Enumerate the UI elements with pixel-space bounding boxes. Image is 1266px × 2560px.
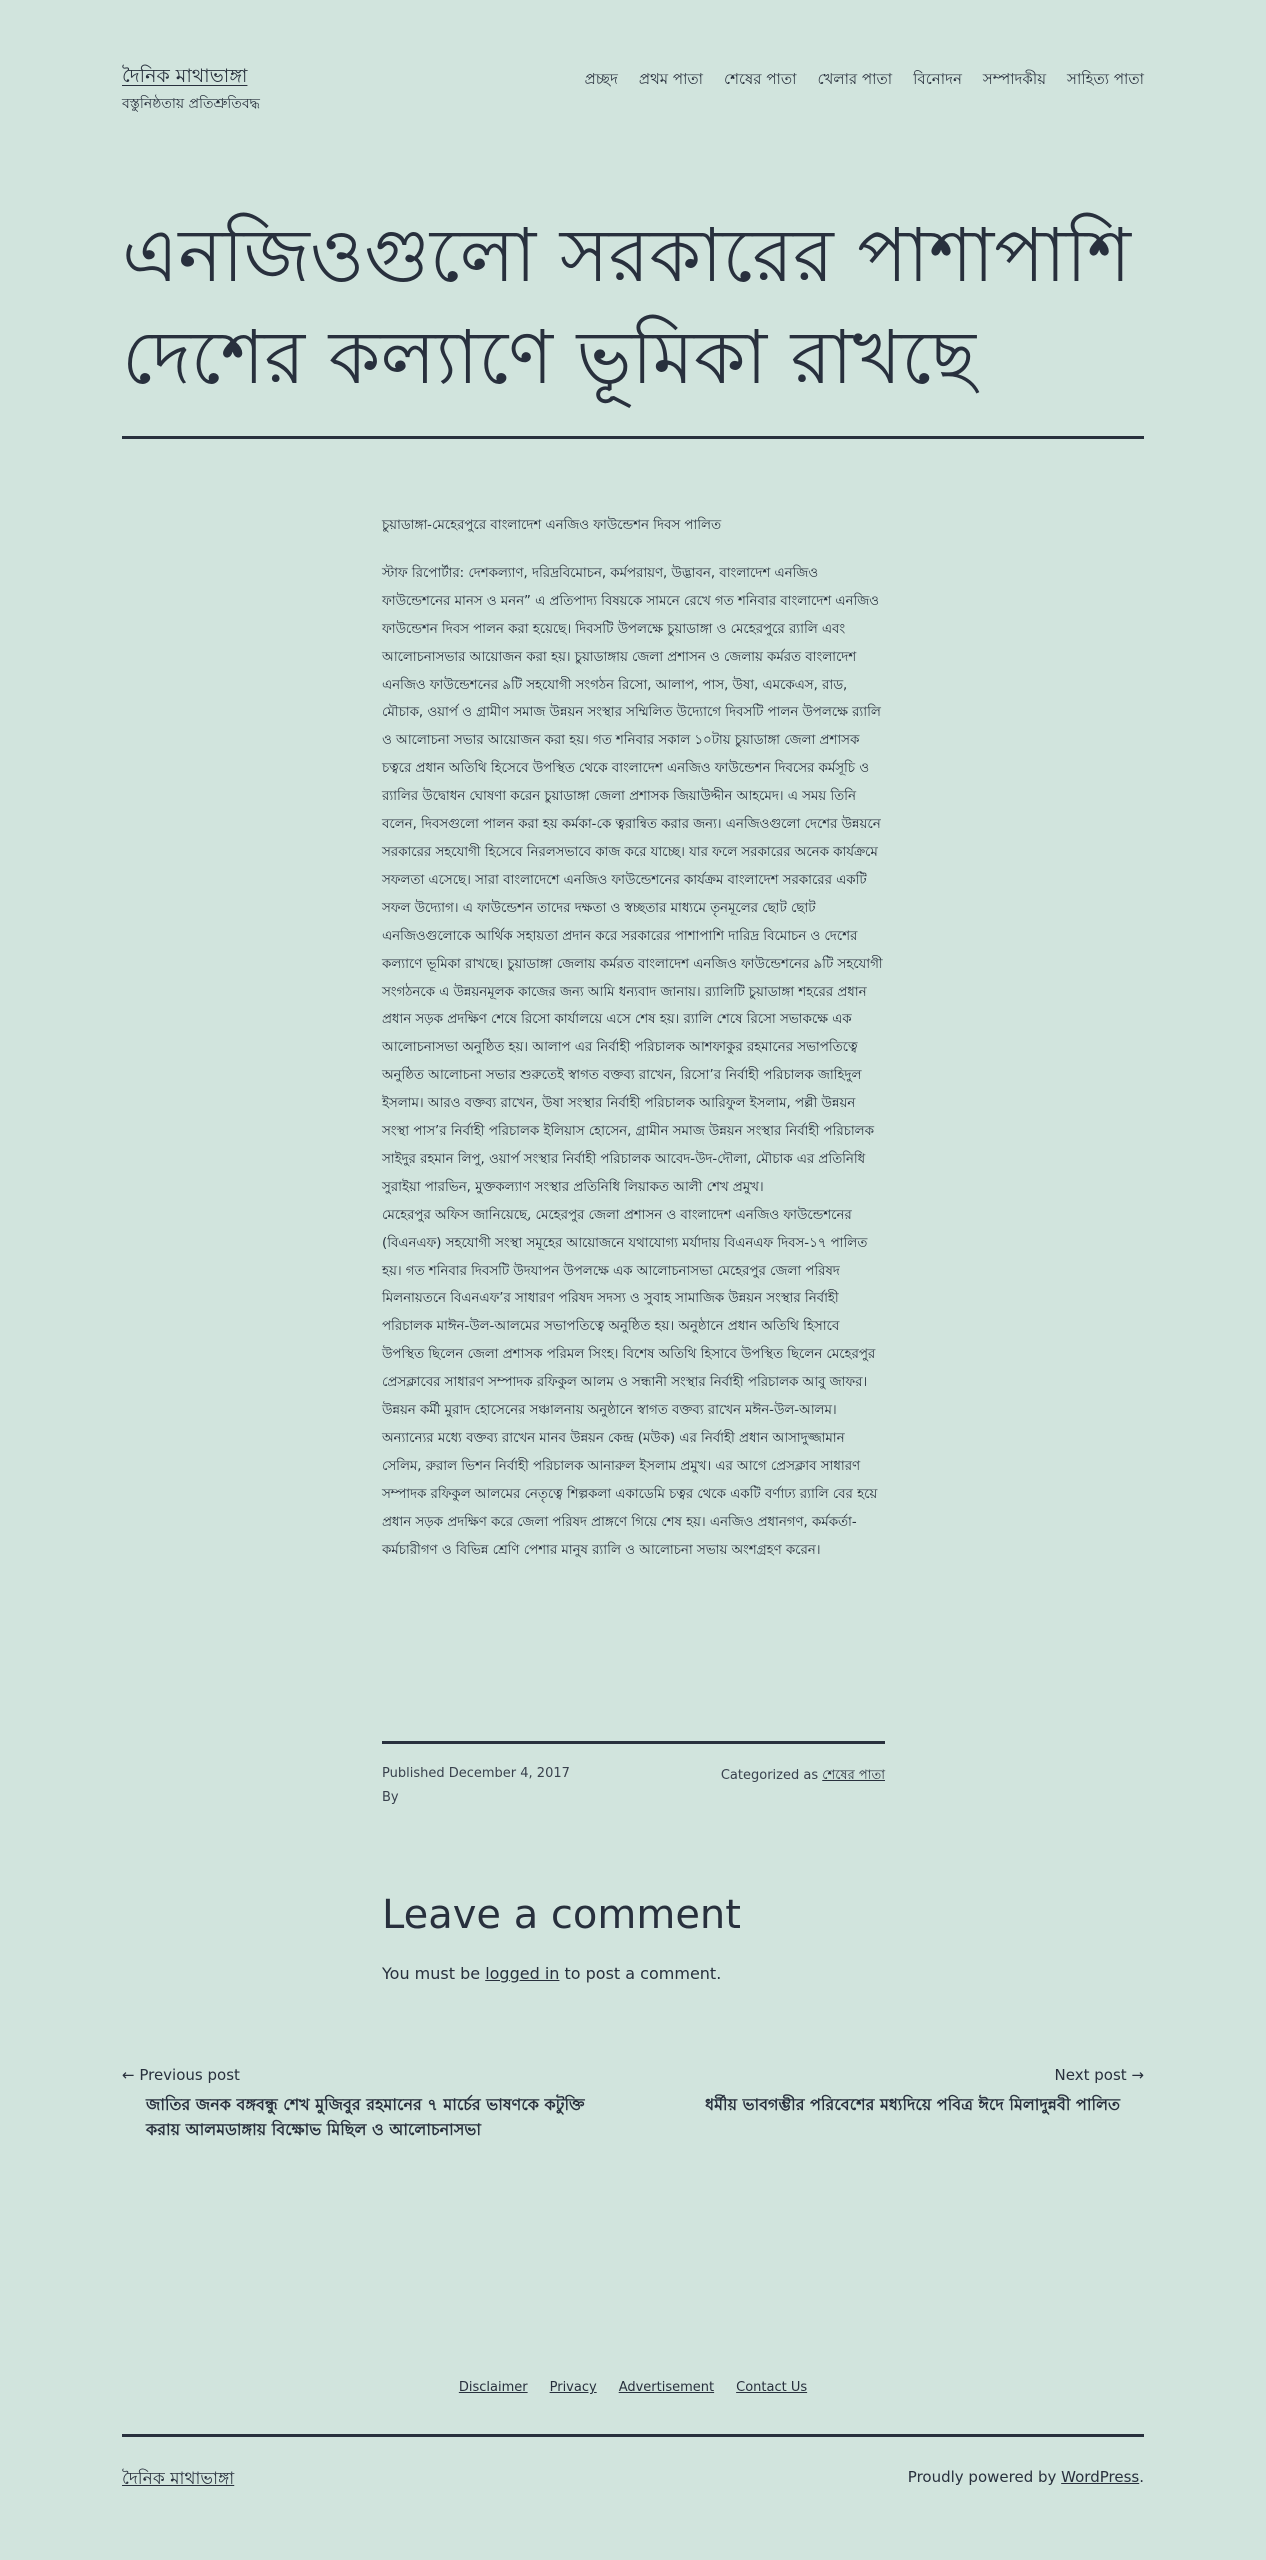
powered-by <box>908 2468 1144 2486</box>
post-paragraph: স্টাফ রিপোর্টার: দেশকল্যাণ, দরিদ্রবিমোচন, কর্মপরায়ণ, উদ্ভাবন, বাংলাদেশ এনজিও ফাউন্ডেশনের মানস ও মনন” এ প্রতিপাদ্য বিষয়কে সামনে রেখে গত শনিবার বাংলাদেশ এনজিও ফাউন্ডেশন দিবস পালন করা হয়েছে। দিবসটি উপলক্ষে চুয়াডাঙ্গা ও মেহেরপুরে র‌্যালি এবং আলোচনাসভার আয়োজন করা হয়। চুয়াডাঙ্গায় জেলা প্রশাসন ও জেলায় কর্মরত বাংলাদেশ এনজিও ফাউন্ডেশনের ৯টি সহযোগী সংগঠন রিসো, আলাপ, পাস, উষা, এমকেএস, রাড, মৌচাক, ওয়ার্প ও গ্রামীণ সমাজ উন্নয়ন সংস্থার সম্মিলিত উদ্যোগে দিবসটি পালন উপলক্ষে র‌্যালি ও আলোচনা সভার আয়োজন করা হয়। গত শনিবার সকাল ১০টায় চুয়াডাঙ্গা জেলা প্রশাসক চত্বরে প্রধান অতিথি হিসেবে উপস্থিত থেকে বাংলাদেশ এনজিও ফাউন্ডেশন দিবসের কর্মসূচি ও র‌্যালির উদ্বোধন ঘোষণা করেন চুয়াডাঙ্গা জেলা প্রশাসক জিয়াউদ্দীন আহমেদ। এ সময় তিনি বলেন, দিবসগুলো পালন করা হয় কর্মকা-কে ত্বরান্বিত করার জন্য। এনজিওগুলো দেশের উন্নয়নে সরকারের সহযোগী হিসেবে নিরলসভাবে কাজ করে যাচ্ছে। যার ফলে সরকারের অনেক কার্যক্রমে সফলতা এসেছে। সারা বাংলাদেশে এনজিও ফাউন্ডেশনের কার্যক্রম বাংলাদেশ সরকারের একটি সফল উদ্যোগ। এ ফাউন্ডেশন তাদের দক্ষতা ও স্বচ্ছতার মাধ্যমে তৃনমূলের ছোট ছোট এনজিওগুলোকে আর্থিক সহায়তা প্রদান করে সরকারের পাশাপাশি দারিদ্র বিমোচন ও দেশের কল্যাণে ভূমিকা রাখছে। চুয়াডাঙ্গা জেলায় কর্মরত বাংলাদেশ এনজিও ফাউন্ডেশনের ৯টি সহযোগী সংগঠনকে এ উন্নয়নমূলক কাজের জন্য আমি ধন্যবাদ জানায়। র‌্যালিটি চুয়াডাঙ্গা শহরের প্রধান প্রধান সড়ক প্রদক্ষিণ শেষে রিসো কার্যালয়ে এসে শেষ হয়। র‌্যালি শেষে রিসো সভাকক্ষে এক আলোচনাসভা অনুষ্ঠিত হয়। আলাপ এর নির্বাহী পরিচালক আশফাকুর রহমানের সভাপতিত্বে অনুষ্ঠিত আলোচনা সভার শুরুতেই স্বাগত বক্তব্য রাখেন, রিসো’র নির্বাহী পরিচালক জাহিদুল ইসলাম। আরও বক্তব্য রাখেন, উষা সংস্থার নির্বাহী পরিচালক আরিফুল ইসলাম, পল্লী উন্নয়ন সংস্থা পাস’র নির্বাহী পরিচালক ইলিয়াস হোসেন, গ্রামীন সমাজ উন্নয়ন সংস্থার নির্বাহী পরিচালক সাইদুর রহমান লিপু, ওয়ার্প সংস্থার নির্বাহী পরিচালক আবেদ-উদ-দৌলা, মৌচাক এর প্রতিনিধি সুরাইয়া পারভিন, মুক্তকল্যাণ সংস্থার প্রতিনিধি লিয়াকত আলী শেখ প্রমুখ। <box>382 565 883 1195</box>
footer-link-disclaimer[interactable]: Disclaimer <box>458 2380 528 2395</box>
post-categories <box>721 1766 885 1787</box>
login-notice <box>382 1964 721 1983</box>
title-divider <box>122 436 1144 439</box>
login-notice-suffix: to post a comment. <box>564 1964 722 1983</box>
published-date: Published December 4, 2017 <box>382 1766 570 1781</box>
nav-item-last-page[interactable]: শেষের পাতা <box>724 70 797 88</box>
post-title: এনজিওগুলো সরকারের পাশাপাশি দেশের কল্যাণে ভূমিকা রাখছে <box>122 213 1131 401</box>
footer-link-contact[interactable]: Contact Us <box>736 2380 808 2395</box>
powered-by-prefix: Proudly powered by <box>907 2468 1057 2486</box>
post-paragraph: মেহেরপুর অফিস জানিয়েছে, মেহেরপুর জেলা প্রশাসন ও বাংলাদেশ এনজিও ফাউন্ডেশনের (বিএনএফ) সহযোগী সংস্থা সমূহের আয়োজনে যথাযোগ্য মর্যাদায় বিএনএফ দিবস-১৭ পালিত হয়। গত শনিবার দিবসটি উদযাপন উপলক্ষে এক আলোচনাসভা মেহেরপুর জেলা পরিষদ মিলনায়তনে বিএনএফ’র সাধারণ পরিষদ সদস্য ও সুবাহ সামাজিক উন্নয়ন সংস্থার নির্বাহী পরিচালক মাঈন-উল-আলমের সভাপতিত্বে অনুষ্ঠিত হয়। অনুষ্ঠানে প্রধান অতিথি হিসাবে উপস্থিত ছিলেন জেলা প্রশাসক পরিমল সিংহ। বিশেষ অতিথি হিসাবে উপস্থিত ছিলেন মেহেরপুর প্রেসক্লাবের সাধারণ সম্পাদক রফিকুল আলম ও সন্ধানী সংস্থার নির্বাহী পরিচালক আবু জাফর। উন্নয়ন কর্মী মুরাদ হোসেনের সঞ্চালনায় অনুষ্ঠানে স্বাগত বক্তব্য রাখেন মঈন-উল-আলম। অন্যান্যের মধ্যে বক্তব্য রাখেন মানব উন্নয়ন কেন্দ্র (মউক) এর নির্বাহী প্রধান আসাদুজ্জামান সেলিম, রুরাল ভিশন নির্বাহী পরিচালক আনারুল ইসলাম প্রমুখ। এর আগে প্রেসক্লাব সাধারণ সম্পাদক রফিকুল আলমের নেতৃত্বে শিল্পকলা একাডেমি চত্বর থেকে একটি বর্ণাঢ্য র‌্যালি বের হয়ে প্রধান সড়ক প্রদক্ষিণ করে জেলা পরিষদ প্রাঙ্গণে গিয়ে শেষ হয়। এনজিও প্রধানগণ, কর্মকর্তা-কর্মচারীগণ ও বিভিন্ন শ্রেণি পেশার মানুষ র‌্যালি ও আলোচনা সভায় অংশগ্রহণ করেন। <box>382 1207 878 1558</box>
primary-nav <box>585 68 1144 93</box>
next-post-link[interactable] <box>664 2066 1144 2117</box>
nav-item-entertainment[interactable]: বিনোদন <box>913 70 962 88</box>
powered-by-suffix: . <box>1139 2468 1144 2486</box>
previous-post-link[interactable] <box>122 2066 602 2142</box>
login-link[interactable]: logged in <box>485 1964 560 1983</box>
site-tagline: বস্তুনিষ্ঠতায় প্রতিশ্রুতিবদ্ধ <box>122 96 260 112</box>
categorized-label: Categorized as <box>720 1768 819 1783</box>
next-post-label: Next post → <box>1054 2066 1144 2084</box>
previous-post-label: ← Previous post <box>122 2066 240 2084</box>
footer-link-advertisement[interactable]: Advertisement <box>618 2380 715 2395</box>
nav-item-sports[interactable]: খেলার পাতা <box>817 70 893 88</box>
site-title-link[interactable]: দৈনিক মাথাভাঙ্গা <box>122 65 248 87</box>
post-content <box>382 512 885 1565</box>
footer-nav <box>0 2380 1266 2395</box>
category-link[interactable]: শেষের পাতা <box>822 1768 885 1783</box>
nav-item-editorial[interactable]: সম্পাদকীয় <box>982 70 1047 88</box>
nav-item-literature[interactable]: সাহিত্য পাতা <box>1067 70 1144 88</box>
comments-title: Leave a comment <box>382 1892 741 1938</box>
footer-divider <box>122 2434 1144 2437</box>
site-header <box>122 62 1144 122</box>
previous-post-title: জাতির জনক বঙ্গবন্ধু শেখ মুজিবুর রহমানের ৭ মার্চের ভাষণকে কটুক্তি করায় আলমডাঙ্গায় বিক্ষোভ মিছিল ও আলোচনাসভা <box>146 2095 585 2139</box>
content-divider <box>382 1741 885 1744</box>
post-lead: চুয়াডাঙ্গা-মেহেরপুরে বাংলাদেশ এনজিও ফাউন্ডেশন দিবস পালিত <box>382 518 721 533</box>
footer-link-privacy[interactable]: Privacy <box>549 2380 597 2395</box>
next-post-title: ধর্মীয় ভাবগম্ভীর পরিবেশের মধ্যদিয়ে পবিত্র ঈদে মিলাদুন্নবী পালিত <box>705 2095 1120 2114</box>
login-notice-prefix: You must be <box>382 1964 481 1983</box>
nav-item-home[interactable]: প্রচ্ছদ <box>584 70 618 88</box>
wordpress-link[interactable]: WordPress <box>1061 2468 1140 2486</box>
footer-site-title-link[interactable]: দৈনিক মাথাভাঙ্গা <box>122 2469 235 2489</box>
byline: By <box>382 1790 399 1805</box>
nav-item-front-page[interactable]: প্রথম পাতা <box>638 70 704 88</box>
